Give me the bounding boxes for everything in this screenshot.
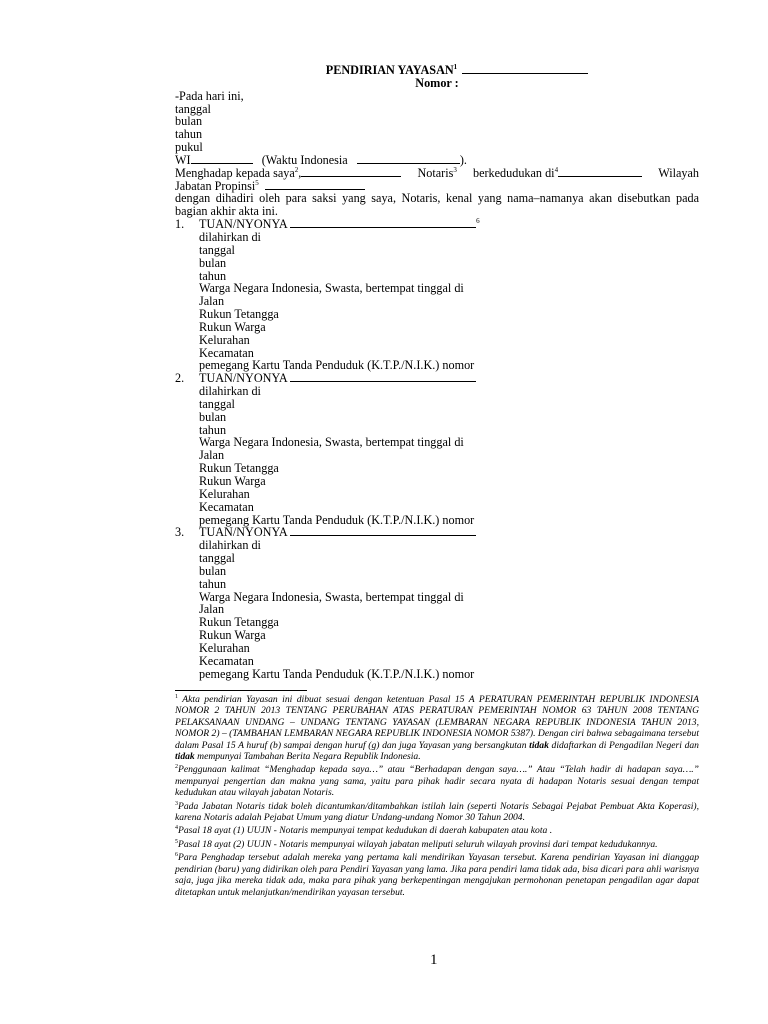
person-detail-line: dilahirkan di	[199, 384, 261, 399]
line-pada-hari: -Pada hari ini,	[175, 88, 244, 103]
person-detail-line: Warga Negara Indonesia, Swasta, bertempat tinggal di	[199, 589, 464, 604]
document-number-label: Nomor :	[415, 75, 459, 90]
berkedudukan-blank	[558, 167, 642, 177]
footnote-5-number: 5	[175, 838, 178, 845]
person-detail-line: Kecamatan	[199, 345, 254, 360]
footnote-3	[175, 801, 699, 824]
berkedudukan-label: berkedudukan di	[472, 165, 555, 180]
footnote-2-text: Penggunaan kalimat “Menghadap kepada saya…” atau “Berhadapan dengan saya….” Atau “Telah hadir di hadapan saya….” mempunyai pengertian dan makna yang sama, yaitu para pihak hadir secara nyata di hadapan Notaris sesuai dengan tempat kedudukan atau wilayah jabatan Notaris.	[175, 764, 699, 799]
person-detail-line: bulan	[199, 409, 227, 424]
person-block	[175, 372, 699, 526]
person-number: 1.	[175, 217, 185, 232]
jabatan-label: Jabatan Propinsi	[175, 178, 256, 193]
line-dengan: dengan dihadiri oleh para saksi yang saya, Notaris, kenal yang nama–namanya akan disebutkan pada bagian akhir akta ini.	[175, 191, 699, 219]
menghadap-fn: 2	[294, 165, 299, 174]
waktu-label: (Waktu Indonesia	[261, 152, 348, 167]
footnote-separator	[175, 690, 307, 691]
wi-label: WI	[175, 152, 191, 167]
footnote-4-number: 4	[175, 825, 178, 832]
persons-list	[175, 218, 699, 680]
footnote-6-text: Para Penghadap tersebut adalah mereka yang pertama kali mendirikan Yayasan tersebut. Karena pendirian Yayasan ini dianggap pendirian (baru) yang didirikan oleh para Pendiri Yayasan yang lama. Jika para pendiri lama tidak ada, bisa dicari para ahli warisnya saja, juga jika mereka tidak ada, maka para pihak yang berkepentingan mengajukan permohonan penetapan pengadilan agar dapat ditetapkan untuk melanjutkan/mendirikan yayasan tersebut.	[175, 852, 699, 898]
menghadap-label: Menghadap kepada saya	[175, 165, 295, 180]
footnote-1-number: 1	[175, 693, 178, 700]
notaris-fn: 3	[453, 165, 457, 174]
footnote-1-bold: tidak	[529, 739, 549, 751]
footnote-5	[175, 839, 699, 850]
person-detail-line: Rukun Warga	[199, 474, 266, 488]
footnote-4	[175, 825, 699, 836]
person-detail-line: Kecamatan	[199, 499, 254, 514]
person-title: TUAN/NYONYA	[199, 371, 288, 386]
person-detail-line: tanggal	[199, 396, 235, 411]
person-detail-line: Rukun Tetangga	[199, 307, 279, 322]
footnote-1	[175, 694, 699, 762]
line-pukul: pukul	[175, 140, 203, 155]
person-number: 3.	[175, 525, 185, 540]
person-detail-line: pemegang Kartu Tanda Penduduk (K.T.P./N.I.K.) nomor	[199, 512, 475, 527]
person-detail-line: tahun	[199, 576, 227, 591]
line-tahun: tahun	[175, 127, 203, 142]
person-name-blank	[290, 526, 476, 536]
notaris-label: Notaris	[417, 165, 454, 180]
footnote-5-text: Pasal 18 ayat (2) UUJN - Notaris mempunyai wilayah jabatan meliputi seluruh wilayah provinsi dari tempat kedudukannya.	[178, 838, 658, 850]
person-detail-line: Kelurahan	[199, 486, 250, 501]
footnote-1-bold-2: tidak	[175, 751, 195, 763]
person-detail-line: Kecamatan	[199, 653, 254, 668]
deed-body	[175, 64, 699, 681]
person-detail-line: Kelurahan	[199, 332, 250, 347]
person-title: TUAN/NYONYA	[199, 525, 288, 540]
person-detail-line: tahun	[199, 268, 227, 283]
person-detail-line: Rukun Tetangga	[199, 461, 279, 476]
waktu-end: ).	[459, 152, 467, 167]
notaris-part	[417, 167, 456, 180]
footnotes	[175, 694, 699, 900]
wilayah-label: Wilayah	[658, 165, 699, 180]
person-detail-line: dilahirkan di	[199, 538, 261, 553]
footnote-3-number: 3	[175, 800, 178, 807]
footnote-6-number: 6	[175, 852, 178, 859]
person-detail-line: pemegang Kartu Tanda Penduduk (K.T.P./N.I.K.) nomor	[199, 358, 475, 373]
berkedudukan-fn: 4	[554, 165, 559, 174]
page-number: 1	[430, 952, 438, 968]
title-blank-line	[462, 64, 588, 74]
person-title: TUAN/NYONYA	[199, 217, 288, 232]
person-detail-line: Warga Negara Indonesia, Swasta, bertempat tinggal di	[199, 281, 464, 296]
line-tanggal: tanggal	[175, 101, 211, 116]
person-detail-line: Jalan	[199, 448, 225, 463]
person-number: 2.	[175, 371, 185, 386]
person-detail-line: Jalan	[199, 294, 225, 309]
person-detail-line: tahun	[199, 422, 227, 437]
footnote-1-text-2: didaftarkan di Pengadilan Negeri dan	[551, 739, 699, 751]
footnote-1-text-3: mempunyai Tambahan Berita Negara Republik Indonesia.	[197, 751, 421, 763]
jabatan-fn: 5	[255, 178, 259, 187]
person-detail-line: dilahirkan di	[199, 229, 261, 244]
person-detail-line: Kelurahan	[199, 640, 250, 655]
footnote-2-number: 2	[175, 764, 178, 771]
jabatan-blank	[265, 180, 365, 190]
person-detail-line: Rukun Warga	[199, 319, 266, 334]
footnote-6	[175, 852, 699, 898]
person-name-blank	[290, 372, 476, 382]
person-detail-line: bulan	[199, 255, 227, 270]
berkedudukan-part	[473, 167, 642, 180]
person-detail-line: pemegang Kartu Tanda Penduduk (K.T.P./N.I.K.) nomor	[199, 666, 475, 681]
person-detail-line: bulan	[199, 563, 227, 578]
footnote-1-text: Akta pendirian Yayasan ini dibuat sesuai dengan ketentuan Pasal 15 A PERATURAN PEMERINTAH REPUBLIK INDONESIA NOMOR 2 TAHUN 2013 TENTANG PERUBAHAN ATAS PERATURAN PEMERINTAH NOMOR 63 TAHUN 2008 TENTANG PELAKSANAAN UNDANG – UNDANG TENTANG YAYASAN (LEMBARAN NEGARA REPUBLIK INDONESIA TAHUN 2013, NOMOR 2) – (TAMBAHAN LEMBARAN NEGARA REPUBLIK INDONESIA NOMOR 5387). Dengan ciri bahwa sebagaimana tersebut dalam Pasal 15 A huruf (b) sampai dengan huruf (g) dan juga Yayasan yang bersangkutan	[175, 694, 699, 751]
document-title	[175, 64, 699, 77]
person-detail-line: Rukun Tetangga	[199, 615, 279, 630]
person-detail-line: Jalan	[199, 602, 225, 617]
wi-blank	[191, 154, 253, 164]
title-footnote-ref: 1	[453, 62, 458, 71]
person-block	[175, 526, 699, 680]
person-detail-line: tanggal	[199, 551, 235, 566]
menghadap-blank	[301, 167, 401, 177]
person-footnote-ref: 6	[476, 217, 480, 226]
line-bulan: bulan	[175, 114, 203, 129]
person-block	[175, 218, 699, 372]
waktu-blank	[357, 154, 460, 164]
person-name-blank	[290, 218, 476, 228]
title-text: PENDIRIAN YAYASAN	[325, 63, 454, 77]
footnote-3-text: Pada Jabatan Notaris tidak boleh dicantumkan/ditambahkan istilah lain (seperti Notaris Sebagai Pejabat Pembuat Akta Koperasi), karena Notaris adalah Pejabat Umum yang diatur Undang-undang Nomor 30 Tahun 2004.	[175, 800, 699, 824]
person-detail-line: Warga Negara Indonesia, Swasta, bertempat tinggal di	[199, 435, 464, 450]
person-detail-line: tanggal	[199, 242, 235, 257]
menghadap-part: Menghadap kepada saya$^2$,	[175, 167, 401, 180]
footnote-4-text: Pasal 18 ayat (1) UUJN - Notaris mempunyai tempat kedudukan di daerah kabupaten atau kota .	[178, 825, 553, 837]
person-detail-line: Rukun Warga	[199, 628, 266, 643]
footnote-2	[175, 764, 699, 798]
